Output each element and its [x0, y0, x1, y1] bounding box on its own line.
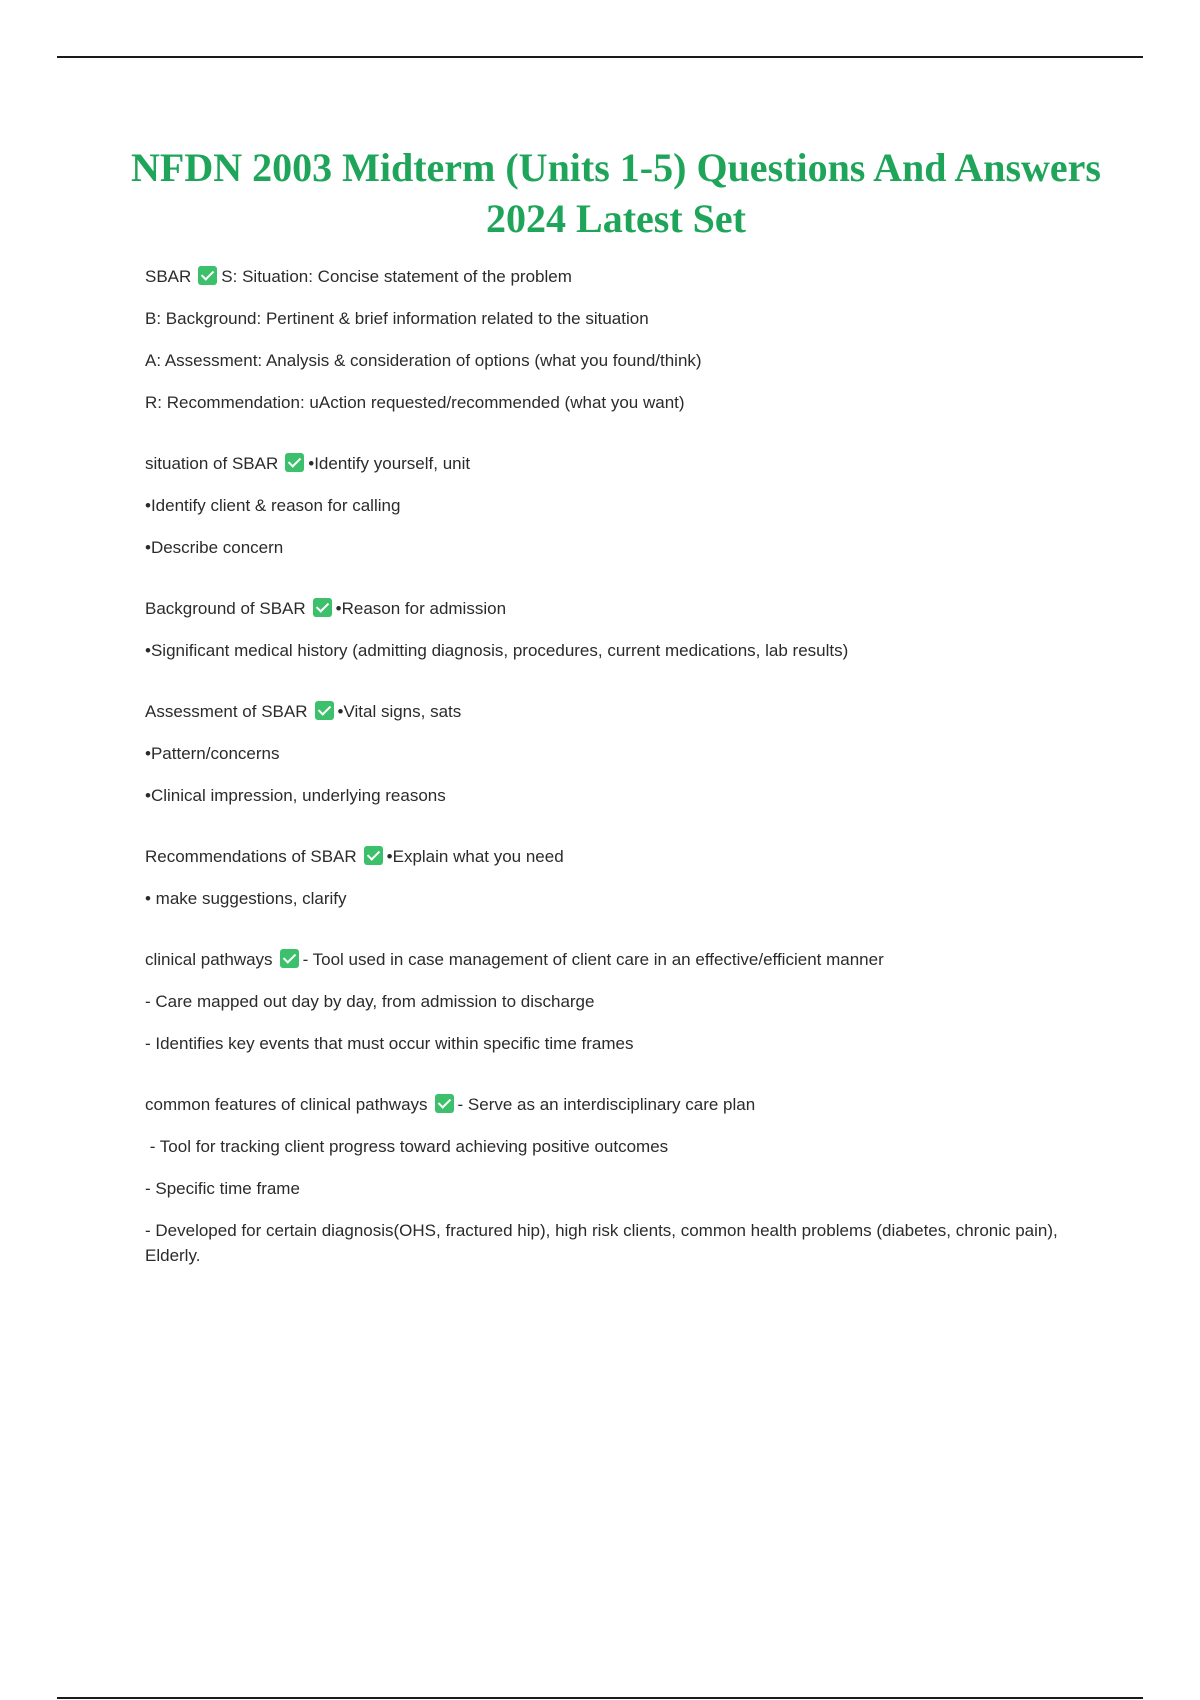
answer-line: B: Background: Pertinent & brief information related to the situation	[145, 309, 649, 328]
check-mark-icon	[285, 453, 304, 472]
check-mark-icon	[313, 598, 332, 617]
qa-entry	[145, 844, 1095, 911]
qa-question-line	[145, 596, 1095, 621]
answer-line: - Developed for certain diagnosis(OHS, fractured hip), high risk clients, common health problems (diabetes, chronic pain), Elderly.	[145, 1221, 1063, 1265]
answer-line: •Pattern/concerns	[145, 744, 280, 763]
check-mark-icon	[198, 266, 217, 285]
question-term: common features of clinical pathways	[145, 1095, 428, 1114]
check-mark-icon	[435, 1094, 454, 1113]
top-rule	[57, 56, 1143, 58]
answer-line: - Specific time frame	[145, 1179, 300, 1198]
answer-first-line: - Tool used in case management of client care in an effective/efficient manner	[302, 950, 884, 969]
question-term: SBAR	[145, 267, 192, 286]
answer-line: •Identify client & reason for calling	[145, 496, 401, 515]
answer-first-line: •Identify yourself, unit	[308, 454, 471, 473]
qa-entry	[145, 596, 1095, 663]
answer-first-line: •Explain what you need	[386, 847, 564, 866]
answer-line: •Significant medical history (admitting diagnosis, procedures, current medications, lab results)	[145, 641, 849, 660]
question-term: Background of SBAR	[145, 599, 306, 618]
answer-line: R: Recommendation: uAction requested/recommended (what you want)	[145, 393, 685, 412]
answer-line: •Describe concern	[145, 538, 284, 557]
check-mark-icon	[280, 949, 299, 968]
answer-first-line: S: Situation: Concise statement of the problem	[221, 267, 572, 286]
answer-line: - Identifies key events that must occur within specific time frames	[145, 1034, 634, 1053]
qa-entry	[145, 451, 1095, 560]
question-term: situation of SBAR	[145, 454, 279, 473]
answer-first-line: - Serve as an interdisciplinary care plan	[457, 1095, 756, 1114]
check-mark-icon	[315, 701, 334, 720]
answer-line: • make suggestions, clarify	[145, 889, 347, 908]
answer-line: •Clinical impression, underlying reasons	[145, 786, 446, 805]
question-term: Assessment of SBAR	[145, 702, 308, 721]
qa-question-line	[145, 947, 1095, 972]
question-term: clinical pathways	[145, 950, 273, 969]
qa-list	[145, 264, 1095, 1304]
question-term: Recommendations of SBAR	[145, 847, 357, 866]
qa-entry	[145, 1092, 1095, 1268]
qa-entry	[145, 699, 1095, 808]
qa-entry	[145, 264, 1095, 415]
answer-first-line: •Vital signs, sats	[337, 702, 462, 721]
answer-line: - Tool for tracking client progress toward achieving positive outcomes	[145, 1137, 669, 1156]
qa-question-line	[145, 264, 1095, 289]
qa-question-line	[145, 844, 1095, 869]
answer-first-line: •Reason for admission	[335, 599, 507, 618]
qa-entry	[145, 947, 1095, 1056]
document-title: NFDN 2003 Midterm (Units 1-5) Questions And Answers 2024 Latest Set	[131, 145, 1101, 241]
qa-question-line	[145, 451, 1095, 476]
answer-line: A: Assessment: Analysis & consideration of options (what you found/think)	[145, 351, 702, 370]
qa-question-line	[145, 699, 1095, 724]
answer-line: - Care mapped out day by day, from admission to discharge	[145, 992, 595, 1011]
check-mark-icon	[364, 846, 383, 865]
qa-question-line	[145, 1092, 1095, 1117]
bottom-rule	[57, 1697, 1143, 1699]
